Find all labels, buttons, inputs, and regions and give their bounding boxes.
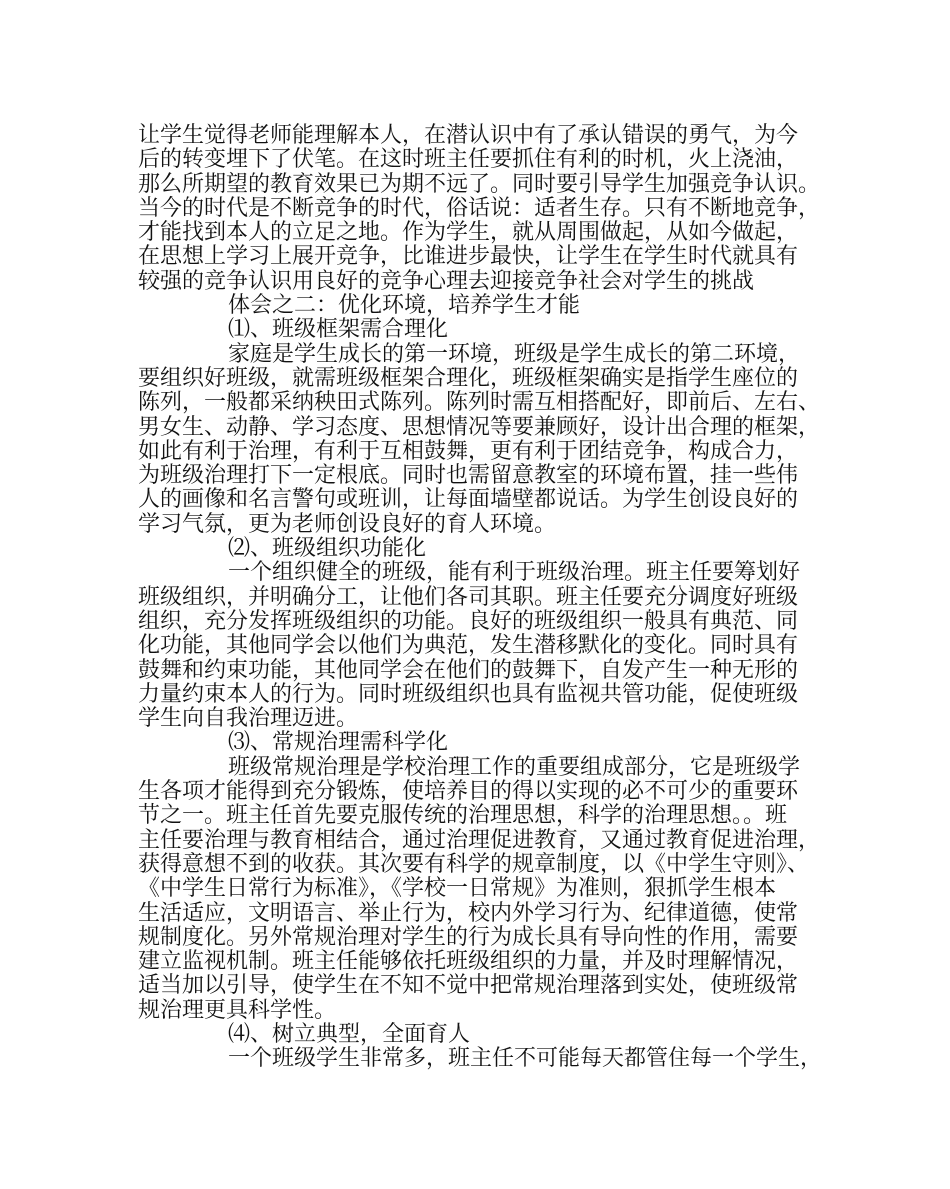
text-line: 节之一。班主任首先要克服传统的治理思想，科学的治理思想。。班 [138, 803, 788, 829]
text-line: 才能找到本人的立足之地。作为学生，就从周围做起，从如今做起， [138, 220, 799, 246]
subsection-heading: ⑷、树立典型，全面育人 [228, 1021, 471, 1047]
subsection-heading: ⑵、班级组织功能化 [228, 536, 427, 562]
text-line: 化功能，其他同学会以他们为典范，发生潜移默化的变化。同时具有 [138, 633, 799, 659]
section-heading: 体会之二：优化环境，培养学生才能 [228, 293, 581, 319]
text-line: 力量约束本人的行为。同时班级组织也具有监视共管功能，促使班级 [138, 681, 799, 707]
text-line: 那么所期望的教育效果已为期不远了。同时要引导学生加强竞争认识。 [138, 171, 821, 197]
text-line: 要组织好班级，就需班级框架合理化，班级框架确实是指学生座位的 [138, 365, 799, 391]
document-page [138, 124, 828, 1072]
text-line: 《中学生日常行为标准》，《学校一日常规》为准则，狠抓学生根本 [138, 876, 777, 902]
subsection-heading: ⑴、班级框架需合理化 [228, 317, 449, 343]
text-line: 如此有利于治理，有利于互相鼓舞，更有利于团结竞争，构成合力， [138, 438, 799, 464]
text-line: 生各项才能得到充分锻炼，使培养目的得以实现的必不可少的重要环 [138, 779, 799, 805]
text-line: 学习气氛，更为老师创设良好的育人环境。 [138, 511, 557, 537]
paragraph-first-line: 家庭是学生成长的第一环境，班级是学生成长的第二环境， [228, 341, 801, 367]
text-line: 为班级治理打下一定根底。同时也需留意教室的环境布置，挂一些伟 [138, 463, 799, 489]
text-line: 规制度化。另外常规治理对学生的行为成长具有导向性的作用，需要 [138, 924, 799, 950]
text-line: 适当加以引导，使学生在不知不觉中把常规治理落到实处，使班级常 [138, 973, 799, 999]
text-line: 在思想上学习上展开竞争，比谁进步最快，让学生在学生时代就具有 [138, 244, 799, 270]
text-line: 当今的时代是不断竞争的时代，俗话说：适者生存。只有不断地竞争， [138, 195, 821, 221]
text-line: 建立监视机制。班主任能够依托班级组织的力量，并及时理解情况， [138, 949, 799, 975]
text-line: 学生向自我治理迈进。 [138, 706, 359, 732]
paragraph-first-line: 班级常规治理是学校治理工作的重要组成部分，它是班级学 [228, 754, 801, 780]
text-line: 班级组织，并明确分工，让他们各司其职。班主任要充分调度好班级 [138, 584, 799, 610]
text-line: 后的转变埋下了伏笔。在这时班主任要抓住有利的时机，火上浇油， [138, 147, 799, 173]
text-line: 生活适应，文明语言、举止行为，校内外学习行为、纪律道德，使常 [138, 900, 799, 926]
subsection-heading: ⑶、常规治理需科学化 [228, 730, 449, 756]
paragraph-first-line: 一个组织健全的班级，能有利于班级治理。班主任要筹划好 [228, 560, 801, 586]
text-line: 规治理更具科学性。 [138, 997, 337, 1023]
text-line: 人的画像和名言警句或班训，让每面墙壁都说话。为学生创设良好的 [138, 487, 799, 513]
text-line: 获得意想不到的收获。其次要有科学的规章制度，以《中学生守则》、 [138, 851, 810, 877]
text-line: 主任要治理与教育相结合，通过治理促进教育，又通过教育促进治理， [138, 827, 821, 853]
text-line: 鼓舞和约束功能，其他同学会在他们的鼓舞下，自发产生一种无形的 [138, 657, 799, 683]
text-line: 组织，充分发挥班级组织的功能。良好的班级组织一般具有典范、同 [138, 608, 799, 634]
text-line: 较强的竞争认识用良好的竞争心理去迎接竞争社会对学生的挑战 [138, 268, 755, 294]
paragraph-first-line: 一个班级学生非常多，班主任不可能每天都管住每一个学生， [228, 1046, 823, 1072]
text-line: 陈列，一般都采纳秧田式陈列。陈列时需互相搭配好，即前后、左右、 [138, 390, 821, 416]
text-line: 让学生觉得老师能理解本人，在潜认识中有了承认错误的勇气，为今 [138, 123, 799, 148]
text-line: 男女生、动静、学习态度、思想情况等要兼顾好，设计出合理的框架， [138, 414, 821, 440]
